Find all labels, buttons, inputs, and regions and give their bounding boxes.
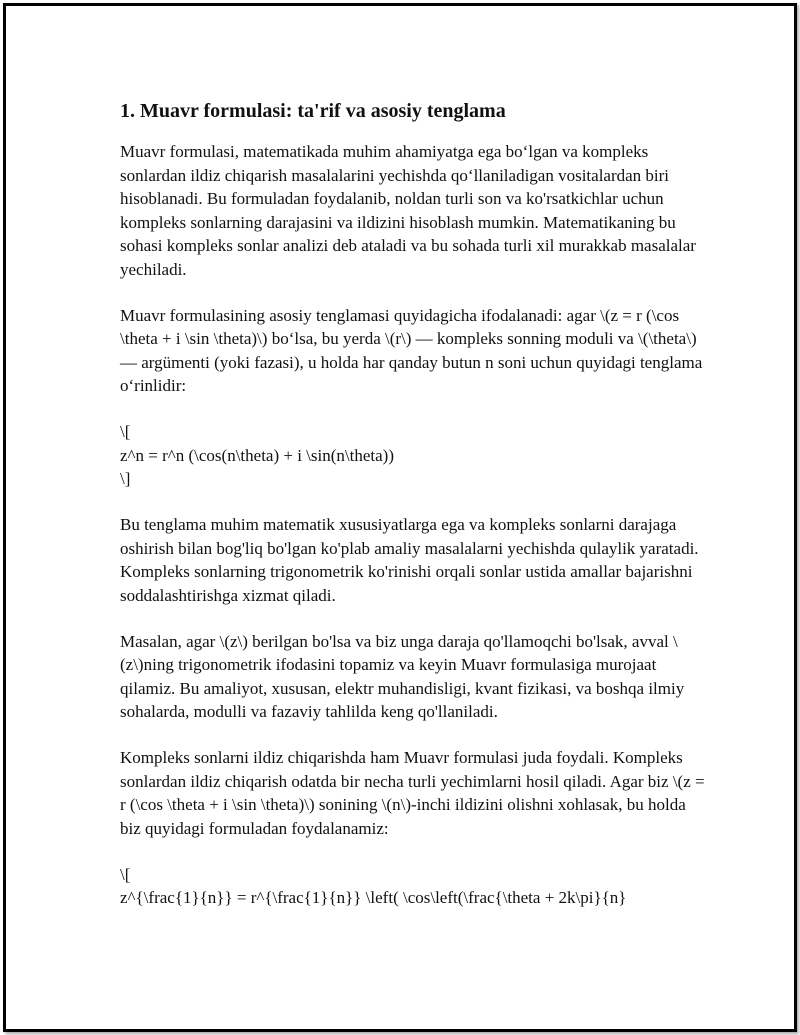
paragraph-roots: Kompleks sonlarni ildiz chiqarishda ham Muavr formulasi juda foydali. Kompleks sonlardan ildiz chiqarish odatda bir necha turli yechimlarni hosil qiladi. Agar biz \(z = r (\cos \theta + i \sin \theta)\) sonining \(n\)-inchi ildizini olishni xohlasak, bu holda biz quyidagi formuladan foydalanamiz: [120, 748, 705, 838]
paragraph-main-equation-intro: Muavr formulasining asosiy tenglamasi quyidagicha ifodalanadi: agar \(z = r (\cos \theta + i \sin \theta)\) bo‘lsa, bu yerda \(r\) — kompleks sonning moduli va \(\theta\) — argümenti (yoki fazasi), u holda har qanday butun n soni uchun quyidagi tenglama o‘rinlidir: [120, 305, 703, 395]
document-body [120, 98, 710, 932]
paragraph-properties: Bu tenglama muhim matematik xususiyatlarga ega va kompleks sonlarni darajaga oshirish bilan bog'liq bo'lgan ko'plab amaliy masalalarni yechishda qulaylik yaratadi. Kompleks sonlarning trigonometrik ko'rinishi orqali sonlar ustida amallar bajarishni soddalashtirishga xizmat qiladi. [120, 515, 699, 605]
math-block-roots: \[ z^{\frac{1}{n}} = r^{\frac{1}{n}} \left( \cos\left(\frac{\theta + 2k\pi}{n} [120, 864, 627, 907]
paragraph-example: Masalan, agar \(z\) berilgan bo'lsa va biz unga daraja qo'llamoqchi bo'lsak, avval \(z\)ning trigonometrik ifodasini topamiz va keyin Muavr formulasiga murojaat qilamiz. Bu amaliyot, xususan, elektr muhandisligi, kvant fizikasi, va boshqa ilmiy sohalarda, modulli va fazaviy tahlilda keng qo'llaniladi. [120, 631, 685, 721]
math-block-de-moivre: \[ z^n = r^n (\cos(n\theta) + i \sin(n\theta)) \] [120, 422, 394, 488]
section-heading: 1. Muavr formulasi: ta'rif va asosiy tenglama [120, 100, 506, 122]
paragraph-intro: Muavr formulasi, matematikada muhim ahamiyatga ega bo‘lgan va kompleks sonlardan ildiz chiqarish masalalarini yechishda qo‘llaniladigan vositalardan biri hisoblanadi. Bu formuladan foydalanib, noldan turli son va ko'rsatkichlar uchun kompleks sonlarning darajasini va ildizini hisoblash mumkin. Matematikaning bu sohasi kompleks sonlar analizi deb ataladi va bu sohada turli xil murakkab masalalar yechiladi. [120, 142, 696, 279]
page-frame [3, 3, 797, 1032]
